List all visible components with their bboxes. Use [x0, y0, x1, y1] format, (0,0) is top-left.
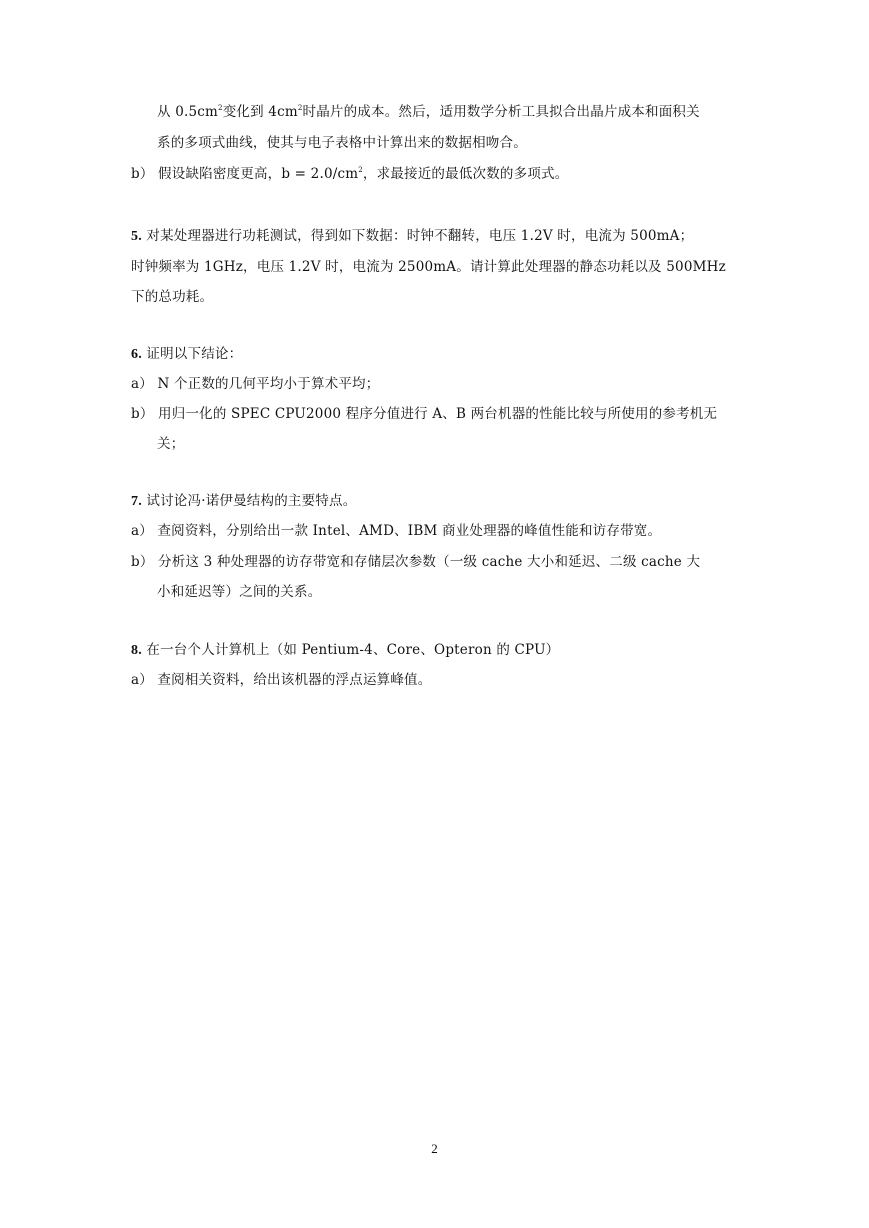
item-text: 查阅资料，分别给出一款 Intel、AMD、IBM 商业处理器的峰值性能和访存带宽。	[157, 523, 662, 539]
q6-b-item-cont: 关；	[157, 436, 185, 452]
page-number: 2	[431, 1141, 438, 1156]
item-text: ，求最接近的最低次数的多项式。	[362, 166, 569, 182]
item-marker: a）	[131, 376, 153, 392]
item-marker: b）	[131, 406, 154, 422]
question-number: 7.	[131, 494, 142, 509]
q8-a-item	[131, 670, 431, 690]
q6-a-item	[131, 374, 379, 394]
superscript: 2	[218, 104, 223, 112]
question-text: 证明以下结论：	[146, 346, 243, 362]
item-text: 用归一化的 SPEC CPU2000 程序分值进行 A、B 两台机器的性能比较与所使用的参考机无	[158, 406, 718, 422]
q6-b-item	[131, 404, 717, 424]
q5-line-3: 下的总功耗。	[131, 289, 214, 305]
item-marker: b）	[131, 166, 154, 182]
question-text: 在一台个人计算机上（如 Pentium-4、Core、Opteron 的 CPU）	[146, 642, 560, 658]
q5-line-2: 时钟频率为 1GHz，电压 1.2V 时，电流为 2500mA。请计算此处理器的静态功耗以及 500MHz	[131, 259, 726, 275]
item-text: 假设缺陷密度更高，b = 2.0/cm	[158, 166, 359, 182]
question-number: 5.	[131, 229, 142, 244]
q6-title	[131, 344, 242, 365]
question-text: 对某处理器进行功耗测试，得到如下数据：时钟不翻转，电压 1.2V 时，电流为 500mA；	[146, 228, 694, 244]
q4-text-part: 从 0.5cm	[157, 104, 219, 120]
q7-b-item	[131, 552, 700, 572]
q4-cont-line-1	[157, 102, 700, 122]
item-text: N 个正数的几何平均小于算术平均；	[157, 376, 380, 392]
q5-line-1	[131, 226, 693, 247]
item-text: 分析这 3 种处理器的访存带宽和存储层次参数（一级 cache 大小和延迟、二级 cache 大	[158, 554, 701, 570]
q7-b-item-cont: 小和延迟等）之间的关系。	[157, 584, 322, 600]
superscript: 2	[297, 104, 303, 112]
q7-a-item	[131, 521, 661, 541]
question-number: 6.	[131, 347, 142, 362]
item-text: 查阅相关资料，给出该机器的浮点运算峰值。	[157, 672, 432, 688]
question-number: 8.	[131, 643, 142, 658]
item-marker: a）	[131, 672, 153, 688]
q8-title	[131, 640, 559, 661]
q7-title	[131, 491, 356, 512]
item-marker: a）	[131, 523, 153, 539]
q4-cont-line-2: 系的多项式曲线，使其与电子表格中计算出来的数据相吻合。	[157, 135, 527, 151]
q4-text-part: 时晶片的成本。然后，适用数学分析工具拟合出晶片成本和面积关	[302, 104, 700, 120]
q4-b-item	[131, 164, 568, 184]
q4-text-part: 变化到 4cm	[222, 104, 298, 120]
question-text: 试讨论冯·诺伊曼结构的主要特点。	[146, 493, 357, 509]
item-marker: b）	[131, 554, 154, 570]
superscript: 2	[358, 166, 363, 174]
